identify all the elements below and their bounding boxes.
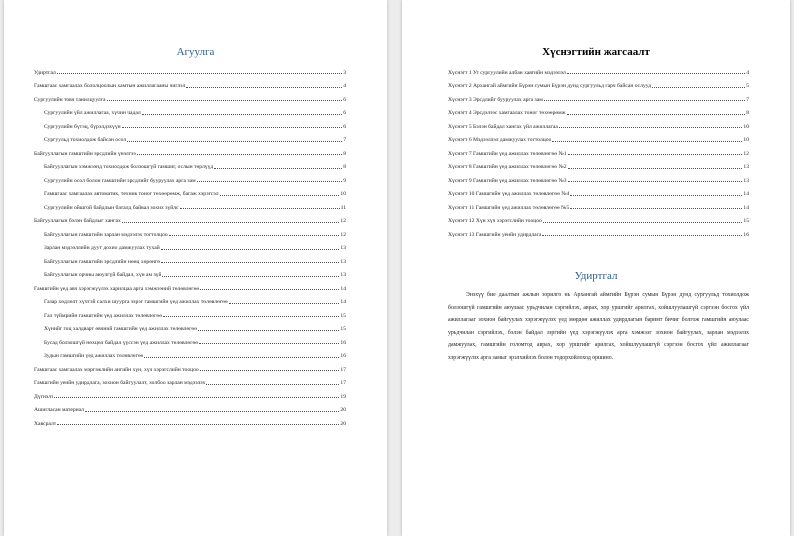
toc-entry-page-number: 6 [343, 96, 346, 103]
toc-entry-text: Сургуулийн товч танилцуулга [34, 96, 106, 103]
toc-entry-text: Байгууллагын гамшгийн зарлан мэдээлэх тогтолцоо [44, 231, 168, 238]
table-list-entry[interactable] [448, 116, 749, 130]
dot-leader [200, 289, 339, 290]
table-list-entry-page-number: 8 [746, 110, 749, 116]
toc-entry[interactable] [34, 103, 346, 117]
table-list-entry-text: Хүснэгт 10 Гамшгийн үед ажиллах төлөвлөгөө №4 [448, 191, 570, 197]
toc-entry-page-number: 16 [340, 353, 346, 359]
toc-entry-text: Газар хөдлөлт хүчтэй салхи шуурга зэрэг гамшгийн үед ажиллах төлөвлөгөө [44, 299, 228, 305]
toc-entry-page-number: 13 [340, 245, 346, 251]
dot-leader [122, 127, 343, 128]
table-list-entry-page-number: 12 [743, 150, 749, 157]
toc-entry-text: Гал түймрийн гамшгийн үед ажиллах төлөвлөгөө [44, 312, 162, 319]
tables-list [448, 62, 749, 238]
toc-entry-page-number: 11 [340, 204, 346, 211]
toc-entry-page-number: 12 [340, 218, 346, 224]
toc-entry-page-number: 3 [343, 69, 346, 76]
toc-entry[interactable] [34, 305, 346, 319]
toc-entry-page-number: 12 [340, 231, 346, 238]
toc-entry[interactable] [34, 197, 346, 211]
tables-list-title: Хүснэгтийн жагсаалт [542, 46, 650, 58]
table-list-entry-page-number: 16 [743, 231, 749, 238]
table-list-entry-page-number: 10 [743, 137, 749, 143]
toc-entry-page-number: 14 [340, 285, 346, 292]
toc-entry-text: Гамшгаас хамгаалах мэргэжлийн ангийн хүн, хүч хэрэгслийн тооцоо [34, 366, 199, 373]
toc-entry-page-number: 13 [340, 272, 346, 278]
table-list-entry-text: Хүснэгт 2 Архангай аймгийн Бүрэн сумын Бүрэн дунд сургуульд гарч байсан ослууд [448, 83, 652, 89]
dot-leader [199, 343, 339, 344]
toc-entry-page-number: 4 [343, 83, 346, 89]
table-list-entry[interactable] [448, 224, 749, 238]
dot-leader [161, 249, 340, 250]
toc-entry[interactable] [34, 265, 346, 279]
toc-entry-page-number: 20 [340, 420, 346, 427]
dot-leader [568, 154, 743, 155]
toc-entry-text: Сургуулийн осол болон гамшгийн эрсдлийг бууруулах арга зам [44, 177, 196, 184]
dot-leader [161, 262, 339, 263]
toc-entry[interactable] [34, 319, 346, 333]
toc-entry-text: Зарлан мэдээллийн дуут дохио дамжуулах тухай [44, 245, 160, 251]
toc-entry[interactable] [34, 278, 346, 292]
table-list-entry-text: Хүснэгт 8 Гамшгийн үед ажиллах төлөвлөгөө №2 [448, 164, 567, 170]
dot-leader [200, 370, 340, 371]
dot-leader [137, 154, 342, 155]
toc-entry-text: Байгууллагын гамшгийн эрсдлийн нөөц хөрөнгө [44, 258, 161, 265]
toc-page [4, 0, 387, 536]
dot-leader [186, 87, 342, 88]
toc-entry-text: Сургуулийн үйл ажиллагаа, хүчин чадал [44, 110, 141, 116]
toc-entry[interactable] [34, 130, 346, 144]
toc-title: Агуулга [176, 46, 215, 58]
toc-entry-text: Хүнийг гоц халдварт өвчний гамшгийн үед ажиллах төлөвлөгөө [44, 326, 198, 332]
table-list-entry-text: Хүснэгт 3 Эрсдлийг бууруулах арга зам [448, 96, 543, 103]
toc-entry[interactable] [34, 184, 346, 198]
intro-title: Удиртгал [574, 270, 618, 282]
table-list-entry-page-number: 10 [743, 123, 749, 130]
table-list-entry[interactable] [448, 197, 749, 211]
toc-entry-text: Байгууллагын гамшгийн эрсдлийн үнэлгээ [34, 150, 136, 157]
table-list-entry-text: Хүснэгт 4 Эрсдэлээс хамгаалах тоног төхөөрөмж [448, 110, 566, 116]
toc-entry-text: Бусад болзошгүй нөхцөл байдал үүссэн үед ажиллах төлөвлөгөө [44, 339, 199, 346]
toc-entry[interactable] [34, 332, 346, 346]
table-list-entry-page-number: 14 [743, 204, 749, 211]
toc-entry[interactable] [34, 413, 346, 427]
dot-leader [552, 141, 742, 142]
table-list-entry-page-number: 13 [743, 177, 749, 184]
table-list-entry-text: Хүснэгт 12 Хүн хүч хэрэгслийн тооцоо [448, 218, 542, 224]
dot-leader [214, 168, 342, 169]
toc-entry[interactable] [34, 224, 346, 238]
table-list-entry-text: Хүснэгт 6 Мэдээллэл дамжуулах тогтолцоо [448, 137, 552, 143]
toc-entry-page-number: 14 [340, 299, 346, 305]
table-list-entry-text: Хүснэгт 13 Гамшгийн уеийн удирдлага [448, 231, 542, 238]
toc-entry-text: Удиртгал [34, 69, 56, 76]
dot-leader [57, 424, 339, 425]
dot-leader [54, 397, 339, 398]
table-list-entry-page-number: 5 [746, 83, 749, 89]
table-list-entry-text: Хүснэгт 11 Гамшгийн үед ажиллах төлөвлөгөө №5 [448, 204, 570, 211]
toc-list [34, 62, 346, 427]
dot-leader [570, 208, 742, 209]
dot-leader [570, 195, 742, 196]
dot-leader [122, 222, 340, 223]
dot-leader [57, 73, 342, 74]
dot-leader [568, 168, 743, 169]
table-list-entry[interactable] [448, 157, 749, 171]
toc-entry-text: Байгууллагын бэлэн байдлыг хангах [34, 218, 121, 224]
toc-entry-page-number: 15 [340, 312, 346, 319]
toc-entry[interactable] [34, 89, 346, 103]
dot-leader [107, 100, 343, 101]
toc-entry-page-number: 17 [340, 366, 346, 373]
toc-entry-text: Сургуулийн ойшгой байдлын баталд байвал зохих зүйлс [44, 204, 179, 211]
dot-leader [559, 127, 743, 128]
toc-entry-page-number: 19 [340, 393, 346, 400]
toc-entry-text: Гамшгаас хамгаалах бололцоолын хамтын ажиллагааны чиглэл [34, 83, 186, 89]
toc-entry[interactable] [34, 157, 346, 171]
dot-leader [197, 181, 343, 182]
table-list-entry[interactable] [448, 103, 749, 117]
toc-entry-text: Гамшгаас хамгаалах автоматик, техник тоног төхөөрөмж, багаж хэрэгсэл [44, 191, 219, 197]
dot-leader [652, 87, 745, 88]
table-list-entry-page-number: 14 [743, 191, 749, 197]
table-list-entry-page-number: 4 [746, 69, 749, 76]
table-list-entry[interactable] [448, 211, 749, 225]
table-list-entry[interactable] [448, 130, 749, 144]
toc-entry[interactable] [34, 359, 346, 373]
dot-leader [162, 276, 339, 277]
toc-entry[interactable] [34, 143, 346, 157]
toc-entry-text: Байгууллагын орчны аюулгүй байдал, хүн ам зүй [44, 272, 162, 278]
toc-entry-page-number: 6 [343, 123, 346, 130]
table-list-entry-text: Хүснэгт 5 Бэлэн байдал хангах үйл ажиллагаа [448, 123, 558, 130]
dot-leader [567, 73, 745, 74]
toc-entry-text: Байгууллагын хэмжээнд тохиолдож болзошгүй гамшиг, ослын төрлүүд [44, 164, 214, 170]
toc-entry-page-number: 8 [343, 150, 346, 157]
table-list-entry-page-number: 7 [746, 96, 749, 103]
toc-entry[interactable] [34, 238, 346, 252]
dot-leader [144, 357, 339, 358]
dot-leader [220, 195, 340, 196]
table-list-entry[interactable] [448, 170, 749, 184]
toc-entry-text: Сургуульд тохиолдож байсан осол [44, 137, 127, 143]
toc-entry-text: Ашигласан материал [34, 407, 84, 413]
dot-leader [198, 330, 339, 331]
toc-entry-page-number: 17 [340, 380, 346, 386]
toc-entry-page-number: 15 [340, 326, 346, 332]
toc-entry-text: Сургуулийн бүтэц, бүрэлдэхүүн [44, 123, 121, 130]
table-list-entry[interactable] [448, 143, 749, 157]
dot-leader [142, 114, 343, 115]
toc-entry-page-number: 10 [340, 191, 346, 197]
toc-entry[interactable] [34, 373, 346, 387]
dot-leader [206, 384, 339, 385]
dot-leader [127, 141, 342, 142]
dot-leader [180, 208, 340, 209]
table-list-entry-text: Хүснэгт 7 Гамшгийн үед ажиллах төлөвлөгөө №1 [448, 150, 567, 157]
toc-entry-text: Дүгнэлт [34, 393, 54, 400]
toc-entry[interactable] [34, 211, 346, 225]
dot-leader [567, 114, 746, 115]
table-list-entry-text: Хүснэгт 9 Гамшгийн үед ажиллах төлөвлөгөө №3 [448, 177, 567, 184]
dot-leader [542, 235, 742, 236]
table-list-entry-page-number: 15 [743, 218, 749, 224]
toc-entry-page-number: 13 [340, 258, 346, 265]
dot-leader [85, 411, 339, 412]
table-list-entry[interactable] [448, 62, 749, 76]
toc-entry[interactable] [34, 116, 346, 130]
toc-entry[interactable] [34, 76, 346, 90]
table-list-entry[interactable] [448, 184, 749, 198]
toc-entry[interactable] [34, 170, 346, 184]
toc-entry[interactable] [34, 251, 346, 265]
toc-entry-text: Хавсралт [34, 420, 57, 427]
toc-entry[interactable] [34, 62, 346, 76]
dot-leader [169, 235, 340, 236]
table-list-entry-text: Хүснэгт 1 Уг сургуулийн албан хаягийн мэдээлэл [448, 69, 566, 76]
toc-entry-page-number: 9 [343, 177, 346, 184]
dot-leader [544, 100, 745, 101]
toc-entry-page-number: 7 [343, 137, 346, 143]
toc-entry-page-number: 16 [340, 339, 346, 346]
toc-entry-page-number: 20 [340, 407, 346, 413]
toc-entry[interactable] [34, 346, 346, 360]
table-list-entry-page-number: 13 [743, 164, 749, 170]
dot-leader [568, 181, 743, 182]
toc-entry-page-number: 6 [343, 110, 346, 116]
dot-leader [543, 222, 743, 223]
toc-entry[interactable] [34, 400, 346, 414]
toc-entry[interactable] [34, 292, 346, 306]
toc-entry-text: Зудын гамшгийн үед ажиллах төлөвлөгөө [44, 353, 144, 359]
table-list-entry[interactable] [448, 76, 749, 90]
tables-and-intro-page [402, 0, 790, 536]
dot-leader [163, 316, 339, 317]
dot-leader [229, 303, 340, 304]
table-list-entry[interactable] [448, 89, 749, 103]
toc-entry-text: Гамшгийн үед авч хэрэгжүүлэх харилцаа арга хэмжээний төлөвлөгөө [34, 285, 200, 292]
toc-entry-text: Гамшгийн уеийн удирдлага, зохион байгуулалт, холбоо зарлан мэдээлэх [34, 380, 206, 386]
toc-entry-page-number: 8 [343, 164, 346, 170]
intro-body: Энэхүү бие даалтын ажлын зорилго нь Архангай аймгийн Бүрэн сумын Бүрэн дунд сургуульд тохиолдож болзошгүй гамшгийн аюулаас урьдчилан сэргийлэх, аврах, хор уршгийг арилгах, хойшлуулашгүй сэргээн босгох үйл ажиллагааг зохион байгуулах хэрэгжүүлэх үед мөрдөн ажиллах удирдлагын баримт бичиг болгож гамшгийн аюулаас урьдчилан сэргийлэх, бэлэн байдал зэргийн үед хэрэгжүүлэх арга хэмжээг зохион байгуулах, зарлан мэдээлэх дамжуулах, гамшгийн голомтод аврах, хор уршгийг арилгах, хойшлуулашгүй сэргээн босгох үйл ажиллагааг хэрэгжүүлэх арга замыг эрэлхийлэх болон тодорхойлоход оршино. [448, 292, 749, 361]
toc-entry[interactable] [34, 386, 346, 400]
